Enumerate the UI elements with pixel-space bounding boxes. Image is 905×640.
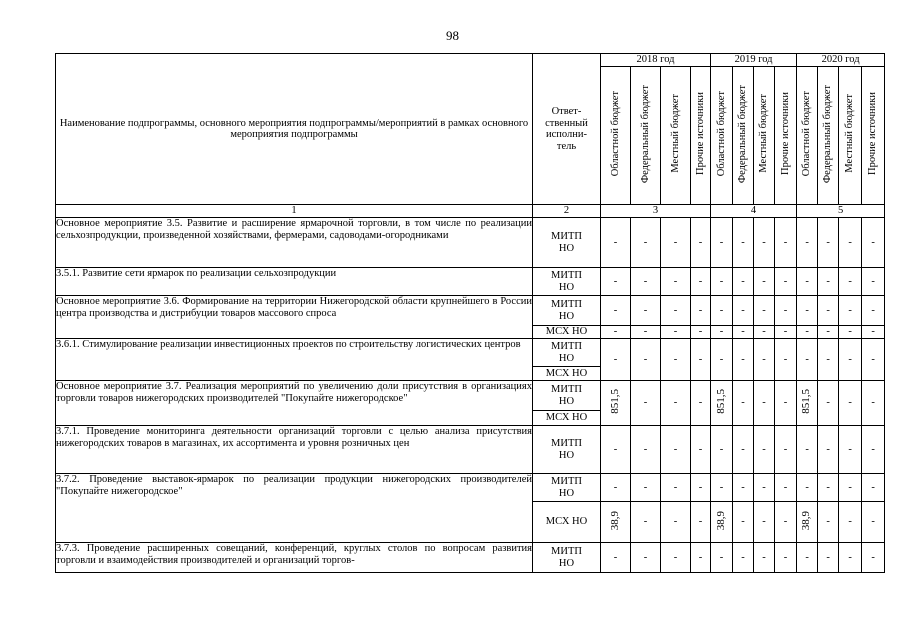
responsible-cell	[533, 474, 601, 502]
dash-cell: -	[631, 381, 661, 426]
dash-cell: -	[797, 296, 818, 326]
header-source	[862, 67, 885, 205]
responsible-line: МИТП	[551, 438, 582, 449]
dash-cell: -	[733, 326, 754, 339]
dash-cell: -	[839, 502, 862, 543]
dash-cell: -	[601, 426, 631, 474]
row-description: 3.7.3. Проведение расширенных совещаний, конференций, круглых столов по вопросам развития торговли и взаимодействия производителей и организаций торгов-	[56, 543, 533, 573]
dash-cell: -	[839, 339, 862, 381]
row-description: 3.7.2. Проведение выставок-ярмарок по реализации продукции нижегородских производителей "Покупайте нижегородское"	[56, 474, 533, 543]
header-source-label: Областной бюджет	[609, 91, 621, 177]
dash-cell: -	[797, 268, 818, 296]
page-number: 98	[446, 28, 459, 43]
responsible-cell: МСХ НО	[533, 367, 601, 381]
dash-cell: -	[862, 474, 885, 502]
dash-cell: -	[754, 474, 775, 502]
dash-cell: -	[775, 426, 797, 474]
responsible-line: МИТП	[551, 270, 582, 281]
dash-cell: -	[754, 296, 775, 326]
dash-cell: -	[631, 502, 661, 543]
dash-cell: -	[711, 339, 733, 381]
dash-cell: -	[661, 474, 691, 502]
dash-cell: -	[711, 426, 733, 474]
dash-cell: -	[862, 381, 885, 426]
budget-table	[55, 53, 885, 573]
dash-cell: -	[691, 218, 711, 268]
responsible-cell: МСХ НО	[533, 326, 601, 339]
table-row	[56, 296, 885, 326]
dash-cell: -	[631, 426, 661, 474]
header-year: 2018 год	[601, 54, 711, 67]
dash-cell: -	[711, 268, 733, 296]
header-source	[601, 67, 631, 205]
dash-cell: -	[818, 326, 839, 339]
dash-cell: -	[631, 296, 661, 326]
dash-cell: -	[691, 502, 711, 543]
dash-cell: -	[775, 381, 797, 426]
header-source-label: Местный бюджет	[758, 94, 770, 174]
row-description: Основное мероприятие 3.7. Реализация мероприятий по увеличению доли присутствия в организациях торговли товаров нижегородских производителей "Покупайте нижегородское"	[56, 381, 533, 426]
responsible-cell: МСХ НО	[533, 411, 601, 426]
header-year: 2019 год	[711, 54, 797, 67]
dash-cell: -	[691, 339, 711, 381]
dash-cell: -	[818, 426, 839, 474]
header-source-label: Областной бюджет	[801, 91, 813, 177]
responsible-cell	[533, 296, 601, 326]
header-source	[754, 67, 775, 205]
value-cell	[711, 381, 733, 426]
dash-cell: -	[601, 339, 631, 381]
responsible-cell	[533, 381, 601, 411]
row-description: Основное мероприятие 3.5. Развитие и расширение ярмарочной торговли, в том числе по реализации сельхозпродукции, произведенной хозяйствами, фермерами, садоводами-огородниками	[56, 218, 533, 268]
header-responsible	[533, 54, 601, 205]
responsible-line: МИТП	[551, 546, 582, 557]
dash-cell: -	[691, 296, 711, 326]
dash-cell: -	[818, 381, 839, 426]
table-row	[56, 474, 885, 502]
dash-cell: -	[733, 296, 754, 326]
responsible-line: НО	[558, 449, 575, 461]
responsible-line: НО	[558, 281, 575, 293]
dash-cell: -	[839, 218, 862, 268]
responsible-line: НО	[558, 395, 575, 407]
value-label: 851,5	[800, 388, 813, 414]
dash-cell: -	[631, 543, 661, 573]
column-number: 5	[797, 205, 885, 218]
dash-cell: -	[754, 268, 775, 296]
dash-cell: -	[797, 326, 818, 339]
dash-cell: -	[754, 426, 775, 474]
dash-cell: -	[775, 296, 797, 326]
responsible-cell: МСХ НО	[533, 502, 601, 543]
dash-cell: -	[862, 218, 885, 268]
dash-cell: -	[839, 296, 862, 326]
dash-cell: -	[691, 381, 711, 426]
dash-cell: -	[818, 296, 839, 326]
header-responsible-line: ственный	[545, 117, 588, 129]
responsible-line: МИТП	[551, 299, 582, 310]
dash-cell: -	[733, 339, 754, 381]
dash-cell: -	[818, 474, 839, 502]
dash-cell: -	[691, 268, 711, 296]
row-description: 3.5.1. Развитие сети ярмарок по реализации сельхозпродукции	[56, 268, 533, 296]
responsible-cell	[533, 339, 601, 367]
responsible-line: МИТП	[551, 231, 582, 242]
header-name: Наименование подпрограммы, основного мероприятия подпрограммы/мероприятий в рамках основного мероприятия подпрограммы	[56, 54, 533, 205]
header-row-years	[56, 54, 885, 67]
dash-cell: -	[733, 218, 754, 268]
dash-cell: -	[631, 326, 661, 339]
dash-cell: -	[733, 426, 754, 474]
header-source	[661, 67, 691, 205]
dash-cell: -	[711, 326, 733, 339]
header-source-label: Федеральный бюджет	[639, 84, 651, 183]
table-row	[56, 268, 885, 296]
dash-cell: -	[839, 268, 862, 296]
header-source	[691, 67, 711, 205]
header-source	[839, 67, 862, 205]
value-cell	[601, 502, 631, 543]
header-year: 2020 год	[797, 54, 885, 67]
dash-cell: -	[631, 218, 661, 268]
header-source	[711, 67, 733, 205]
dash-cell: -	[839, 326, 862, 339]
dash-cell: -	[818, 502, 839, 543]
value-label: 851,5	[714, 388, 727, 414]
value-cell	[601, 381, 631, 426]
row-description: Основное мероприятие 3.6. Формирование на территории Нижегородской области крупнейшего в России центра производства и дистрибуции товаров массового спроса	[56, 296, 533, 339]
dash-cell: -	[711, 296, 733, 326]
dash-cell: -	[839, 426, 862, 474]
dash-cell: -	[818, 339, 839, 381]
dash-cell: -	[733, 502, 754, 543]
dash-cell: -	[754, 339, 775, 381]
header-source	[775, 67, 797, 205]
dash-cell: -	[661, 426, 691, 474]
header-source	[733, 67, 754, 205]
header-source-label: Прочие источники	[694, 92, 706, 176]
table-row	[56, 381, 885, 411]
dash-cell: -	[797, 218, 818, 268]
row-description: 3.6.1. Стимулирование реализации инвестиционных проектов по строительству логистических центров	[56, 339, 533, 381]
dash-cell: -	[661, 326, 691, 339]
header-source-label: Прочие источники	[867, 92, 879, 176]
dash-cell: -	[661, 381, 691, 426]
dash-cell: -	[862, 502, 885, 543]
dash-cell: -	[601, 218, 631, 268]
dash-cell: -	[631, 474, 661, 502]
value-label: 851,5	[608, 388, 621, 414]
dash-cell: -	[601, 296, 631, 326]
dash-cell: -	[839, 543, 862, 573]
table-row	[56, 543, 885, 573]
value-cell	[797, 381, 818, 426]
value-label: 38,9	[608, 510, 621, 530]
column-number: 1	[56, 205, 533, 218]
responsible-line: НО	[558, 242, 575, 254]
responsible-cell	[533, 543, 601, 573]
header-source-label: Федеральный бюджет	[737, 84, 749, 183]
dash-cell: -	[711, 543, 733, 573]
dash-cell: -	[661, 543, 691, 573]
column-number: 4	[711, 205, 797, 218]
dash-cell: -	[754, 326, 775, 339]
header-responsible-line: исполни-	[546, 129, 587, 140]
header-source	[797, 67, 818, 205]
responsible-line: НО	[558, 352, 575, 364]
dash-cell: -	[661, 296, 691, 326]
column-number: 3	[601, 205, 711, 218]
header-source-label: Областной бюджет	[715, 91, 727, 177]
dash-cell: -	[818, 218, 839, 268]
dash-cell: -	[797, 426, 818, 474]
table-row	[56, 426, 885, 474]
dash-cell: -	[601, 474, 631, 502]
dash-cell: -	[862, 543, 885, 573]
responsible-line: НО	[558, 557, 575, 569]
responsible-line: НО	[558, 487, 575, 499]
dash-cell: -	[754, 218, 775, 268]
dash-cell: -	[661, 502, 691, 543]
value-label: 38,9	[800, 510, 813, 530]
dash-cell: -	[661, 218, 691, 268]
value-cell	[797, 502, 818, 543]
header-responsible-line: Ответ-	[551, 106, 582, 117]
dash-cell: -	[691, 474, 711, 502]
value-label: 38,9	[714, 510, 727, 530]
header-source-label: Прочие источники	[779, 92, 791, 176]
dash-cell: -	[631, 268, 661, 296]
dash-cell: -	[754, 381, 775, 426]
header-source-label: Федеральный бюджет	[822, 84, 834, 183]
dash-cell: -	[775, 543, 797, 573]
dash-cell: -	[775, 326, 797, 339]
dash-cell: -	[661, 339, 691, 381]
dash-cell: -	[797, 339, 818, 381]
value-cell	[711, 502, 733, 543]
responsible-line: МИТП	[551, 384, 582, 395]
dash-cell: -	[601, 543, 631, 573]
responsible-cell	[533, 218, 601, 268]
dash-cell: -	[711, 218, 733, 268]
dash-cell: -	[711, 474, 733, 502]
column-number: 2	[533, 205, 601, 218]
dash-cell: -	[775, 339, 797, 381]
dash-cell: -	[631, 339, 661, 381]
dash-cell: -	[691, 326, 711, 339]
dash-cell: -	[839, 474, 862, 502]
dash-cell: -	[797, 474, 818, 502]
row-description: 3.7.1. Проведение мониторинга деятельности организаций торговли с целью анализа присутствия нижегородских товаров в магазинах, их ассортимента и уровня розничных цен	[56, 426, 533, 474]
dash-cell: -	[601, 326, 631, 339]
dash-cell: -	[839, 381, 862, 426]
dash-cell: -	[661, 268, 691, 296]
header-source	[631, 67, 661, 205]
dash-cell: -	[818, 268, 839, 296]
column-numbers-row	[56, 205, 885, 218]
dash-cell: -	[775, 218, 797, 268]
dash-cell: -	[601, 268, 631, 296]
responsible-line: НО	[558, 310, 575, 322]
dash-cell: -	[862, 426, 885, 474]
header-responsible-line: тель	[556, 140, 577, 152]
dash-cell: -	[733, 268, 754, 296]
dash-cell: -	[862, 326, 885, 339]
dash-cell: -	[775, 474, 797, 502]
responsible-cell	[533, 426, 601, 474]
header-source	[818, 67, 839, 205]
dash-cell: -	[733, 381, 754, 426]
dash-cell: -	[733, 543, 754, 573]
dash-cell: -	[775, 268, 797, 296]
dash-cell: -	[862, 268, 885, 296]
responsible-line: МИТП	[551, 476, 582, 487]
dash-cell: -	[797, 543, 818, 573]
responsible-cell	[533, 268, 601, 296]
dash-cell: -	[754, 543, 775, 573]
header-source-label: Местный бюджет	[844, 94, 856, 174]
table-row	[56, 218, 885, 268]
dash-cell: -	[862, 296, 885, 326]
dash-cell: -	[775, 502, 797, 543]
dash-cell: -	[754, 502, 775, 543]
table-row	[56, 339, 885, 367]
header-source-label: Местный бюджет	[669, 94, 681, 174]
dash-cell: -	[733, 474, 754, 502]
dash-cell: -	[862, 339, 885, 381]
dash-cell: -	[818, 543, 839, 573]
dash-cell: -	[691, 543, 711, 573]
dash-cell: -	[691, 426, 711, 474]
responsible-line: МИТП	[551, 341, 582, 352]
